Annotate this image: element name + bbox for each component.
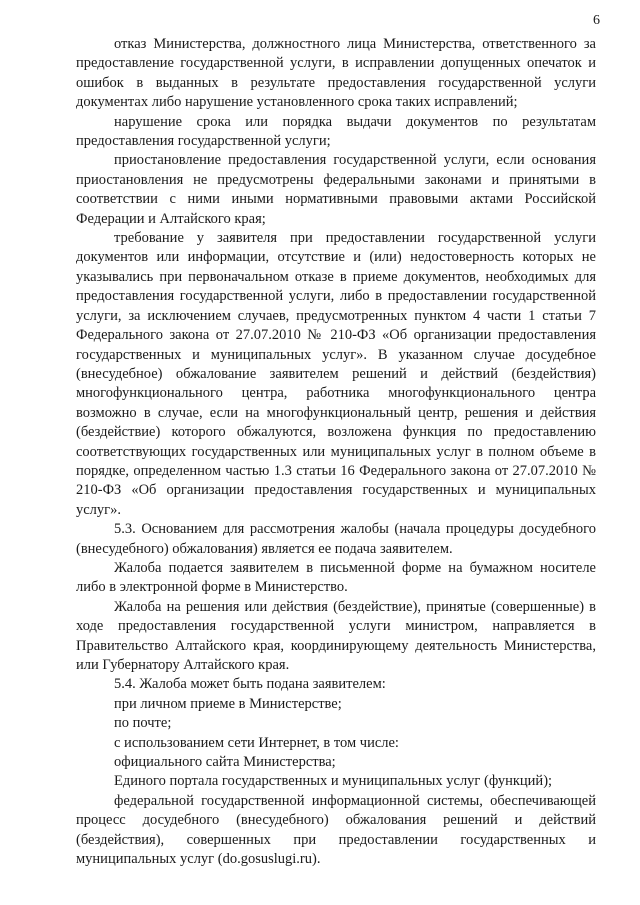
page-number: 6 bbox=[593, 13, 600, 28]
paragraph: по почте; bbox=[114, 715, 172, 732]
paragraph: 5.4. Жалоба может быть подана заявителем: bbox=[114, 676, 386, 693]
paragraph: приостановление предоставления государственной услуги, если основания приостановления не предусмотрены федеральными законами и принятыми в соответствии с ними иными нормативными правовыми актами Российской Федерации и Алтайского края; bbox=[76, 152, 596, 227]
document-body bbox=[76, 35, 596, 869]
paragraph: при личном приеме в Министерстве; bbox=[114, 695, 342, 712]
paragraph: Жалоба подается заявителем в письменной форме на бумажном носителе либо в электронной форме в Министерство. bbox=[76, 559, 596, 596]
paragraph: требование у заявителя при предоставлении государственной услуги документов или информации, отсутствие и (или) недостоверность которых не указывались при первоначальном отказе в приеме документов, необходимых для предоставления государственной услуги, либо в предоставлении государственной услуги, за исключением случаев, предусмотренных пунктом 4 части 1 статьи 7 Федерального закона от 27.07.2010 № 210-ФЗ «Об организации предоставления государственных и муниципальных услуг». В указанном случае досудебное (внесудебное) обжалование заявителем решений и действий (бездействия) многофункционального центра, работника многофункционального центра возможно в случае, если на многофункциональный центр, решения и действия (бездействие) которого обжалуются, возложена функция по предоставлению соответствующих государственных или муниципальных услуг в полном объеме в порядке, определенном частью 1.3 статьи 16 Федерального закона от 27.07.2010 № 210-ФЗ «Об организации предоставления государственных и муниципальных услуг». bbox=[76, 230, 596, 518]
paragraph: нарушение срока или порядка выдачи документов по результатам предоставления государственной услуги; bbox=[76, 113, 596, 150]
paragraph: официального сайта Министерства; bbox=[114, 754, 336, 771]
paragraph: Единого портала государственных и муниципальных услуг (функций); bbox=[114, 773, 553, 790]
paragraph: 5.3. Основанием для рассмотрения жалобы (начала процедуры досудебного (внесудебного) обжалования) является ее подача заявителем. bbox=[76, 521, 596, 557]
paragraph: федеральной государственной информационной системы, обеспечивающей процесс досудебного (внесудебного) обжалования решений и действий (бездействия), совершенных при предоставлении государственных и муниципальных услуг (do.gosuslugi.ru). bbox=[76, 792, 596, 868]
paragraph: Жалоба на решения или действия (бездействие), принятые (совершенные) в ходе предоставления государственной услуги министром, направляется в Правительство Алтайского края, координирующему деятельность Министерства, или Губернатору Алтайского края. bbox=[76, 598, 596, 673]
paragraph: с использованием сети Интернет, в том числе: bbox=[114, 734, 399, 751]
paragraph: отказ Министерства, должностного лица Министерства, ответственного за предоставление государственной услуги, в исправлении допущенных опечаток и ошибок в выданных в результате предоставления государственной услуги документах либо нарушение установленного срока таких исправлений; bbox=[76, 36, 596, 111]
